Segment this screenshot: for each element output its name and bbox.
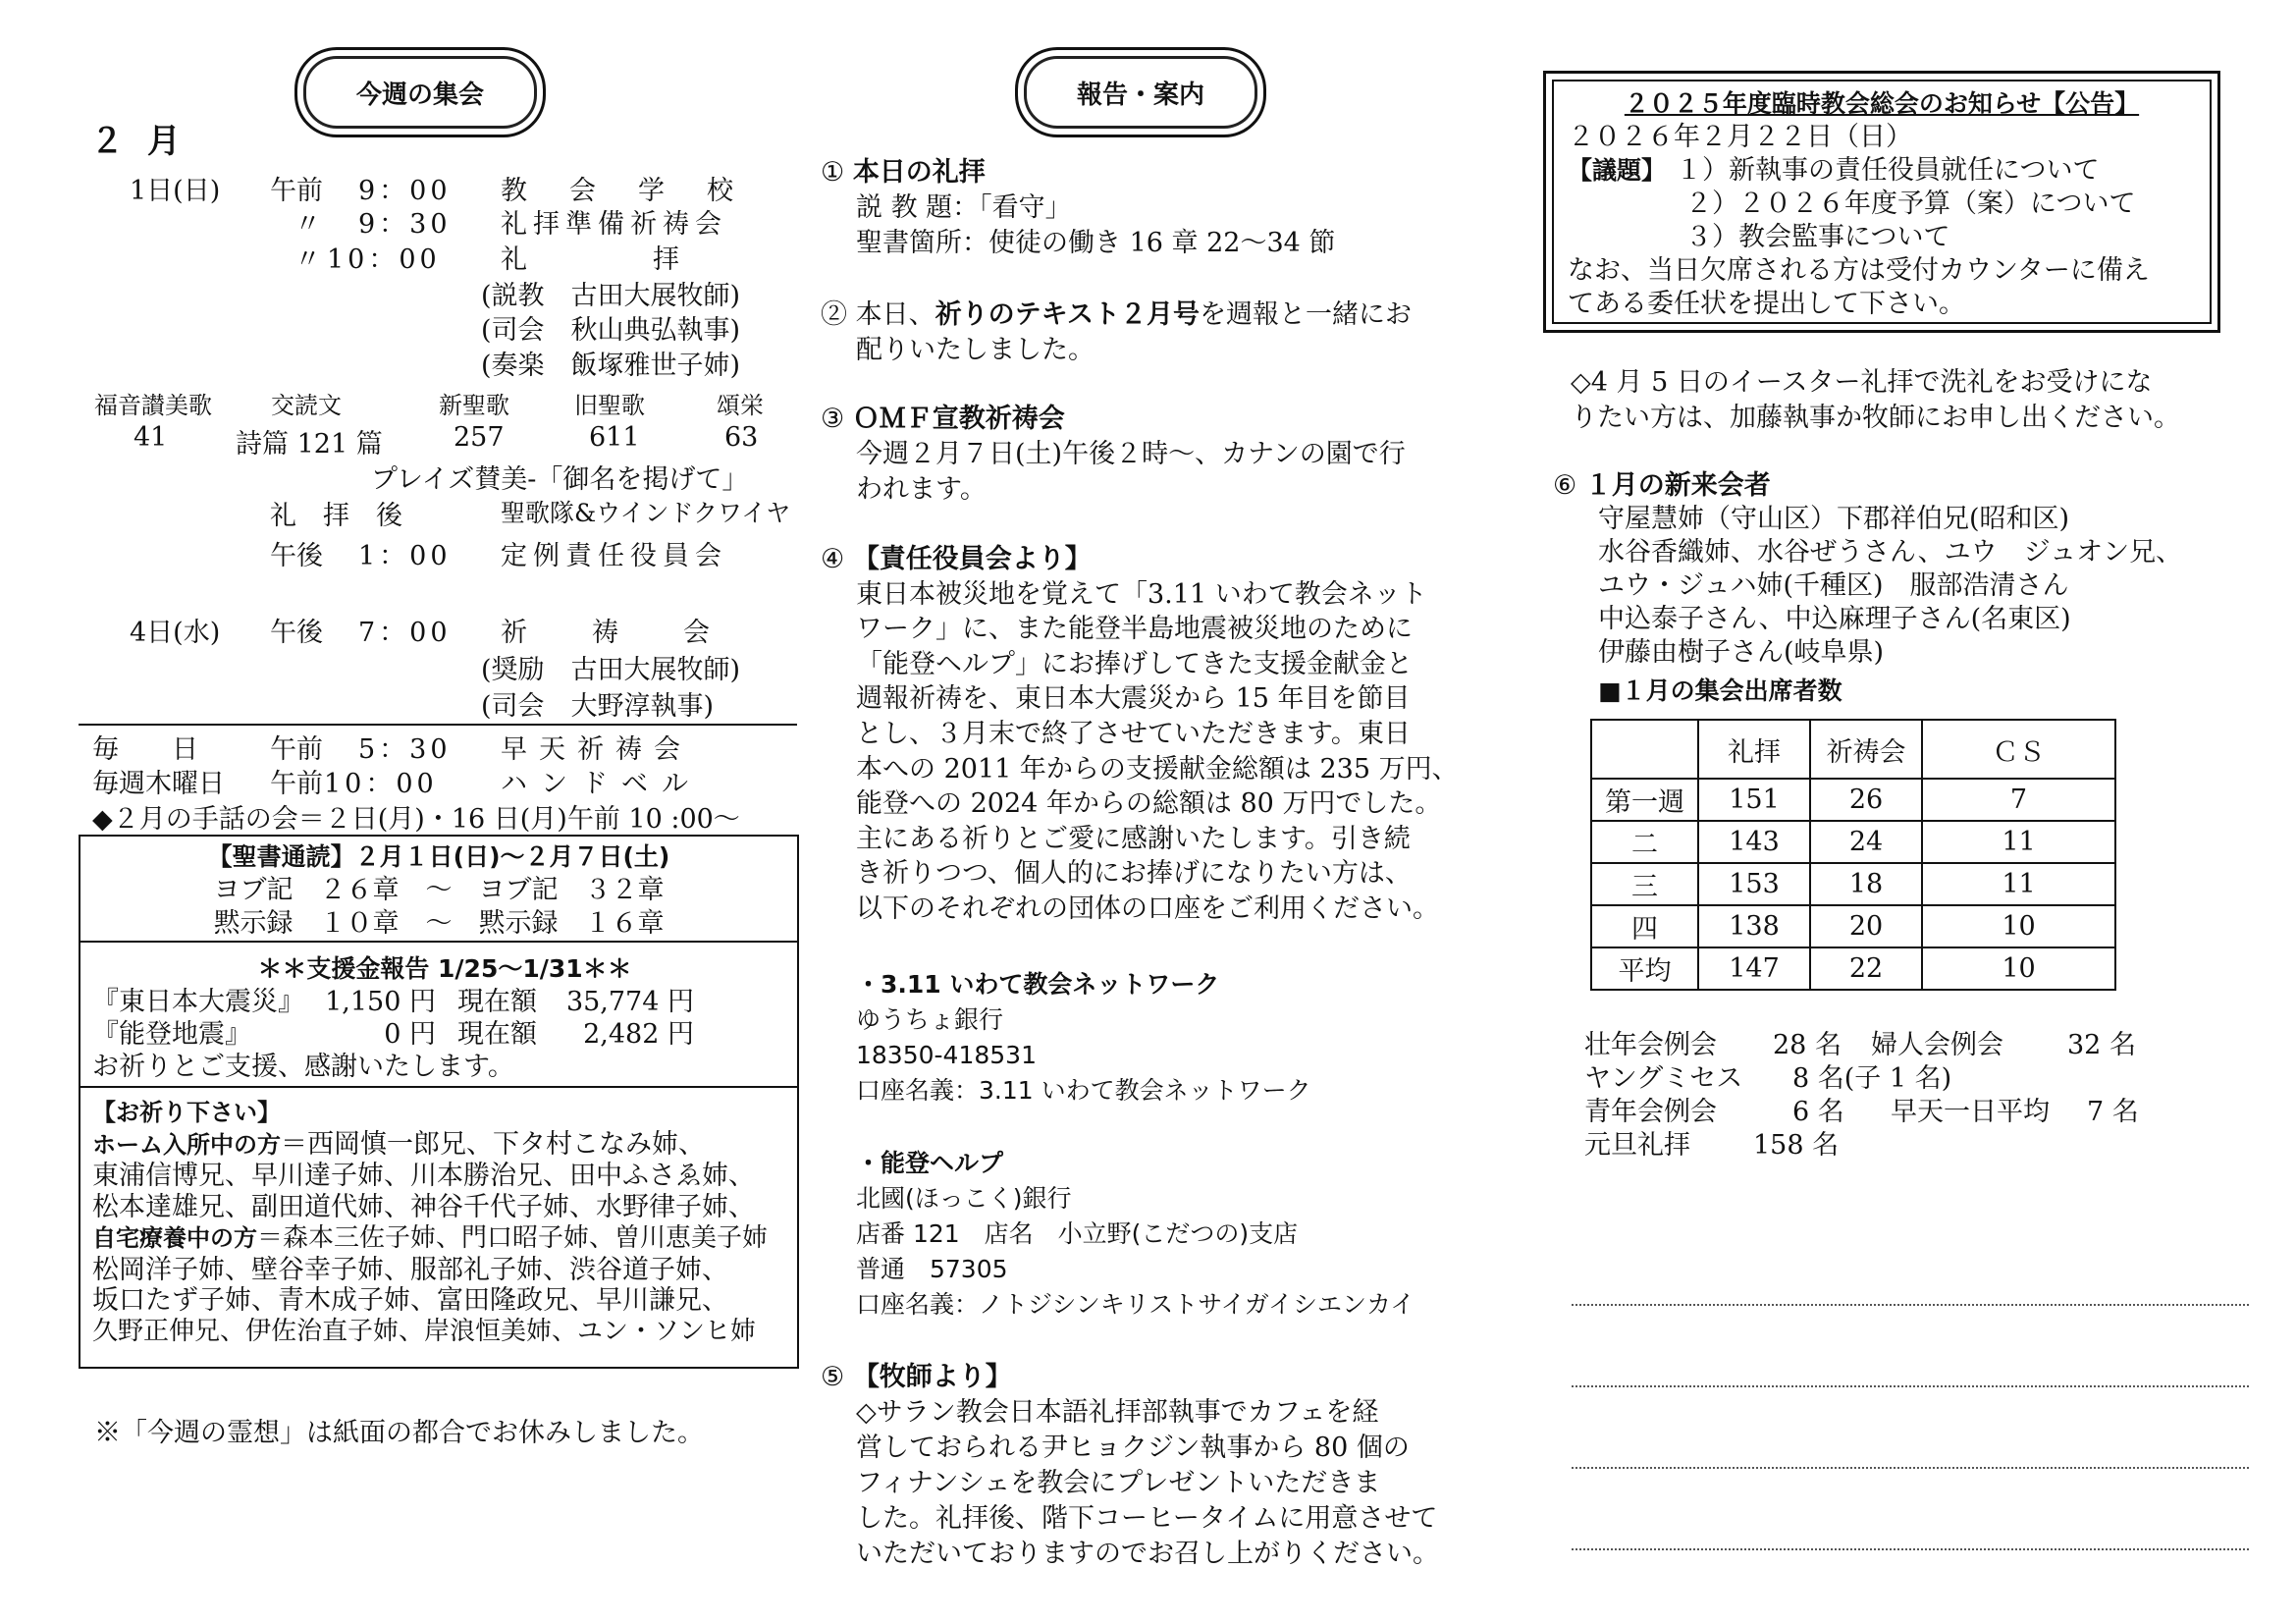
- hymn-header-1: 交読文: [271, 392, 342, 419]
- section-1-num: ①: [821, 157, 845, 188]
- meeting-attendance: [1584, 1029, 2139, 1163]
- meeting-4-count: 6 名: [1792, 1097, 1844, 1127]
- pastor-line-5: いただいておりますのでお召し上がりください。: [856, 1539, 1439, 1569]
- support-row-1-name: 『東日本大震災』: [92, 987, 304, 1017]
- prayer-self-line-4: 久野正伸兄、伊佐治直子姉、岸浪恒美姉、ユン・ソンヒ姉: [92, 1316, 757, 1346]
- hymn-value-1: 詩篇 121 篇: [236, 429, 383, 460]
- meeting-2-count: 32 名: [2067, 1030, 2136, 1060]
- visitors-line-2: 水谷香織姉、水谷ぜうさん、ユウ ジュオン兄、: [1598, 537, 2183, 568]
- hymn-header-3: 旧聖歌: [574, 392, 645, 419]
- writing-line: [1572, 1304, 2249, 1306]
- section-5-num: ⑤: [821, 1362, 845, 1392]
- account-noto-branch: 店番 121 店名 小立野(こだつの)支店: [856, 1219, 1299, 1248]
- sunday-row-3-ampm: 〃: [294, 244, 321, 275]
- hymn-value-3: 611: [589, 422, 640, 453]
- section-3-line-1: 今週２月７日(土)午後２時〜、カナンの園で行: [856, 439, 1406, 469]
- wed-host-paren: (司会 大野淳執事): [481, 691, 715, 722]
- attendance-title: ■１月の集会出席者数: [1598, 676, 1842, 705]
- table-cell: 20: [1810, 905, 1922, 947]
- table-cell: 三: [1591, 863, 1698, 905]
- section-omf: [821, 402, 1406, 508]
- table-cell: 7: [1922, 779, 2115, 821]
- sermon-title: 説 教 題：「看守」: [856, 192, 1072, 223]
- account-noto: [856, 1146, 1415, 1323]
- sunday-day: 1日(日): [130, 176, 221, 206]
- board-line-9: き祈りつつ、個人的にお捧げになりたい方は、: [856, 858, 1412, 890]
- support-row-1-amount: 1,150 円: [325, 987, 436, 1017]
- exhort-paren: (奨励 古田大展牧師): [481, 655, 741, 685]
- host-paren: (司会 秋山典弘執事): [481, 315, 741, 346]
- sunday-row-2-ampm: 〃: [294, 209, 321, 240]
- section-new-visitors: [1553, 469, 2182, 670]
- hymn-header-2: 新聖歌: [439, 392, 509, 419]
- sunday-row-3-event: 礼 拝: [501, 244, 683, 275]
- table-row: [1591, 905, 2115, 947]
- reading-line-1: ヨブ記 ２６章 〜 ヨブ記 ３２章: [213, 875, 665, 905]
- table-row: [1591, 863, 2115, 905]
- meeting-row-1: [1584, 1029, 2139, 1062]
- account-noto-holder: 口座名義：ノトジシンキリストサイガイシエンカイ: [856, 1290, 1415, 1319]
- pastor-line-3: フィナンシェを教会にプレゼントいただきま: [856, 1468, 1381, 1498]
- support-section: [80, 943, 797, 1088]
- prayer-self-line-2: 松岡洋子姉、壁谷幸子姉、服部礼子姉、渋谷道子姉、: [92, 1254, 728, 1285]
- account-iwate-title: ・3.11 いわて教会ネットワーク: [856, 970, 1220, 999]
- easter-line-2: りたい方は、加藤執事か牧師にお申し出ください。: [1571, 403, 2180, 433]
- pm-time: 1：00: [358, 541, 452, 571]
- section-1-title: 本日の礼拝: [852, 157, 986, 188]
- board-line-1: 東日本被災地を覚えて「3.11 いわて教会ネット: [856, 578, 1427, 610]
- meeting-4-name: 青年会例会: [1584, 1097, 1717, 1127]
- support-row-2-name: 『能登地震』: [92, 1019, 251, 1050]
- prayer-home-line-3: 松本達雄兄、副田道代姉、神谷千代子姉、水野律子姉、: [92, 1191, 755, 1222]
- meditation-note: ※「今週の霊想」は紙面の都合でお休みしました。: [94, 1418, 704, 1448]
- visitors-line-3: ユウ・ジュハ姉(千種区) 服部浩清さん: [1598, 570, 2069, 601]
- account-iwate-bank: ゆうちょ銀行: [856, 1005, 1004, 1034]
- section-5-title: 【牧師より】: [852, 1362, 1012, 1392]
- month-label: ２ 月: [90, 122, 187, 161]
- section-6-num: ⑥: [1553, 470, 1577, 501]
- scripture-passage: 聖書箇所：使徒の働き 16 章 22〜34 節: [856, 228, 1336, 258]
- wednesday-ampm: 午後: [270, 618, 323, 648]
- meeting-row-2: [1584, 1062, 2139, 1096]
- section-2-bold: 祈りのテキスト２月号: [934, 299, 1201, 330]
- this-week-header-label: 今週の集会: [355, 80, 484, 110]
- after-service-label: 礼 拝 後: [270, 501, 402, 531]
- hymn-header-0: 福音讃美歌: [94, 392, 212, 419]
- prayer-self-line-3: 坂口たず子姉、青木成子姉、富田隆政兄、早川謙兄、: [92, 1285, 728, 1316]
- section-6-title: １月の新来会者: [1584, 470, 1771, 501]
- attendance-header-0: [1591, 720, 1698, 779]
- section-2-post: を週報と一緒にお: [1200, 299, 1413, 330]
- support-row-1-label: 現在額: [457, 987, 537, 1017]
- table-cell: 四: [1591, 905, 1698, 947]
- prayer-self-line: [92, 1222, 797, 1255]
- meeting-3-count: 8 名(子 1 名): [1792, 1063, 1952, 1094]
- sunday-row-1-ampm: 午前: [270, 176, 323, 206]
- account-noto-number: 普通 57305: [856, 1255, 1008, 1283]
- sunday-row-1-event: 教 会 学 校: [501, 176, 741, 206]
- table-cell: 147: [1698, 947, 1810, 990]
- table-cell: 151: [1698, 779, 1810, 821]
- notice-agenda-3: ３）教会監事について: [1685, 222, 1950, 252]
- board-line-4: 週報祈祷を、東日本大震災から 15 年目を節目: [856, 683, 1411, 715]
- table-cell: 153: [1698, 863, 1810, 905]
- board-line-2: ワーク」に、また能登半島地震被災地のために: [856, 614, 1413, 645]
- notice-agenda-2: ２）２０２６年度予算（案）について: [1685, 189, 2136, 219]
- section-pastor: [821, 1360, 1439, 1572]
- meeting-5-name: 早天一日平均: [1891, 1097, 2050, 1127]
- sign-language-meeting: ◆２月の手話の会＝２日(月)・16 日(月)午前 10 :00〜: [92, 804, 740, 835]
- easter-line-1: ◇4 月 5 日のイースター礼拝で洗礼をお受けにな: [1571, 367, 2153, 398]
- meeting-3-name: ヤングミセス: [1584, 1063, 1743, 1094]
- account-iwate: [856, 967, 1311, 1109]
- prayer-section: [80, 1088, 797, 1347]
- table-cell: 138: [1698, 905, 1810, 947]
- writing-line: [1572, 1467, 2249, 1469]
- sunday-row-1-time: 9：00: [358, 176, 452, 206]
- thursday-label: 毎週木曜日: [92, 769, 225, 799]
- meeting-1-count: 28 名: [1773, 1030, 1842, 1060]
- sunday-row-2-event: 礼拝準備祈祷会: [501, 209, 727, 240]
- table-cell: 11: [1922, 821, 2115, 863]
- daily-time: 5：30: [358, 734, 452, 765]
- account-noto-bank: 北國(ほっこく)銀行: [856, 1184, 1072, 1213]
- support-row-2-amount: 0 円: [384, 1019, 436, 1050]
- meeting-row-3: [1584, 1096, 2139, 1129]
- section-3-title: ＯＭＦ宣教祈祷会: [852, 404, 1065, 434]
- table-row: [1591, 947, 2115, 990]
- notice-note-2: てある委任状を提出して下さい。: [1568, 289, 1965, 319]
- sunday-row-2-time: 9：30: [358, 209, 452, 240]
- prayer-title: 【お祈り下さい】: [92, 1099, 281, 1126]
- wednesday-day: 4日(水): [130, 618, 221, 648]
- reports-header-label: 報告・案内: [1076, 80, 1204, 110]
- table-cell: 18: [1810, 863, 1922, 905]
- hymn-value-4: 63: [724, 422, 759, 453]
- general-meeting-notice: [1543, 71, 2220, 333]
- reading-support-box: [79, 835, 799, 1369]
- table-cell: 11: [1922, 863, 2115, 905]
- prayer-home-line-2: 東浦信博兄、早川達子姉、川本勝治兄、田中ふさゑ姉、: [92, 1161, 755, 1191]
- meeting-5-count: 7 名: [2087, 1097, 2139, 1127]
- visitors-line-1: 守屋慧姉（守山区）下郡祥伯兄(昭和区): [1598, 504, 2070, 534]
- writing-line: [1572, 1548, 2249, 1550]
- meeting-6-name: 元旦礼拝: [1584, 1130, 1690, 1161]
- table-cell: 二: [1591, 821, 1698, 863]
- reading-section: [80, 837, 797, 943]
- wednesday-time: 7：00: [358, 618, 452, 648]
- board-line-5: とし、３月末で終了させていただきます。東日: [856, 718, 1411, 749]
- section-2-pre: 本日、: [855, 299, 935, 330]
- meeting-row-4: [1584, 1129, 2139, 1163]
- table-cell: 143: [1698, 821, 1810, 863]
- account-iwate-holder: 口座名義：3.11 いわて教会ネットワーク: [856, 1076, 1311, 1105]
- section-today-service: [821, 155, 1335, 261]
- account-noto-title: ・能登ヘルプ: [856, 1149, 1004, 1177]
- visitors-line-4: 中込泰子さん、中込麻理子さん(名東区): [1598, 604, 2071, 634]
- attendance-table: [1590, 719, 2116, 991]
- section-4-num: ④: [821, 544, 845, 574]
- support-row-2: [92, 1018, 797, 1051]
- thursday-time: 10：00: [324, 769, 438, 799]
- attendance-header-1: 礼拝: [1698, 720, 1810, 779]
- prayer-home-first: ＝西岡慎一郎兄、下タ村こなみ姉、: [281, 1128, 705, 1160]
- notice-title: ２０２５年度臨時教会総会のお知らせ【公告】: [1624, 89, 2140, 118]
- section-board: [821, 542, 1459, 927]
- reading-line-2: 黙示録 １０章 〜 黙示録 １６章: [213, 908, 665, 939]
- section-2-num: ②: [821, 299, 847, 330]
- board-line-7: 能登への 2024 年からの総額は 80 万円でした。: [856, 788, 1442, 820]
- support-title: ＊＊支援金報告 1/25〜1/31＊＊: [257, 954, 632, 983]
- daily-event: 早天祈祷会: [501, 734, 692, 765]
- music-paren: (奏楽 飯塚雅世子姉): [481, 351, 741, 381]
- section-3-line-2: われます。: [856, 474, 987, 505]
- table-cell: 22: [1810, 947, 1922, 990]
- attendance-header-3: ＣＳ: [1922, 720, 2115, 779]
- section-4-title: 【責任役員会より】: [852, 544, 1092, 574]
- support-row-1-total: 35,774 円: [565, 987, 694, 1017]
- meeting-6-count: 158 名: [1753, 1130, 1840, 1161]
- notice-agenda-1: １）新執事の責任役員就任について: [1676, 155, 2100, 186]
- daily-label: 毎 日: [92, 734, 198, 765]
- thursday-event: ハンドベル: [501, 769, 702, 799]
- sermon-paren: (説教 古田大展牧師): [481, 281, 741, 311]
- prayer-home-line: [92, 1129, 797, 1162]
- pm-ampm: 午後: [270, 541, 323, 571]
- pastor-line-4: した。礼拝後、階下コーヒータイムに用意させて: [856, 1503, 1438, 1534]
- board-line-3: 「能登ヘルプ」にお捧げしてきた支援金献金と: [856, 648, 1413, 679]
- visitors-line-5: 伊藤由樹子さん(岐阜県): [1598, 637, 1885, 668]
- reports-header: [1015, 47, 1266, 137]
- meeting-1-name: 壮年会例会: [1584, 1030, 1717, 1060]
- praise-song: プレイズ賛美-「御名を掲げて」: [371, 464, 749, 495]
- hymn-header-4: 頌栄: [717, 392, 764, 419]
- sunday-row-3-time: 10：00: [327, 244, 441, 275]
- table-cell: 第一週: [1591, 779, 1698, 821]
- prayer-self-label: 自宅療養中の方: [92, 1224, 257, 1252]
- meeting-2-name: 婦人会例会: [1871, 1030, 2003, 1060]
- wednesday-event: 祈 祷 会: [501, 618, 714, 648]
- table-row: [1591, 779, 2115, 821]
- thursday-ampm: 午前: [270, 769, 323, 799]
- easter-baptism: [1571, 365, 2180, 436]
- table-cell: 平均: [1591, 947, 1698, 990]
- pm-event: 定例責任役員会: [501, 541, 727, 571]
- table-row: [1591, 821, 2115, 863]
- attendance-header-row: [1591, 720, 2115, 779]
- support-row-1: [92, 986, 797, 1018]
- divider: [79, 724, 797, 726]
- writing-line: [1572, 1385, 2249, 1387]
- section-2-line-2: 配りいたしました。: [856, 335, 1095, 365]
- this-week-header: [294, 47, 546, 137]
- daily-ampm: 午前: [270, 734, 323, 765]
- support-row-2-total: 2,482 円: [583, 1019, 694, 1050]
- hymn-value-0: 41: [133, 422, 168, 453]
- table-cell: 10: [1922, 905, 2115, 947]
- pastor-line-2: 営しておられる尹ヒョクジン執事から 80 個の: [856, 1433, 1410, 1463]
- section-prayer-text: [821, 298, 1412, 368]
- prayer-home-label: ホーム入所中の方: [92, 1130, 281, 1159]
- table-cell: 26: [1810, 779, 1922, 821]
- attendance-header-2: 祈祷会: [1810, 720, 1922, 779]
- notice-note-1: なお、当日欠席される方は受付カウンターに備え: [1568, 255, 2150, 286]
- notice-agenda-label: 【議題】: [1568, 156, 1667, 185]
- prayer-self-first: ＝森本三佐子姉、門口昭子姉、曽川恵美子姉: [257, 1223, 769, 1253]
- board-line-10: 以下のそれぞれの団体の口座をご利用ください。: [856, 893, 1439, 924]
- support-thanks: お祈りとご支援、感謝いたします。: [92, 1052, 514, 1082]
- after-service-event: 聖歌隊&ウインドクワイヤ: [501, 499, 791, 527]
- account-iwate-number: 18350-418531: [856, 1041, 1037, 1069]
- table-cell: 10: [1922, 947, 2115, 990]
- support-row-2-label: 現在額: [457, 1019, 537, 1050]
- table-cell: 24: [1810, 821, 1922, 863]
- reading-title: 【聖書通読】２月１日(日)〜２月７日(土): [207, 842, 670, 871]
- hymn-value-2: 257: [454, 422, 505, 453]
- pastor-line-1: ◇サラン教会日本語礼拝部執事でカフェを経: [856, 1397, 1379, 1428]
- board-line-8: 主にある祈りとご愛に感謝いたします。引き続: [856, 823, 1411, 854]
- board-line-6: 本への 2011 年からの支援献金総額は 235 万円、: [856, 753, 1459, 784]
- section-3-num: ③: [821, 404, 845, 434]
- notice-date: ２０２６年２月２２日（日）: [1568, 122, 1912, 152]
